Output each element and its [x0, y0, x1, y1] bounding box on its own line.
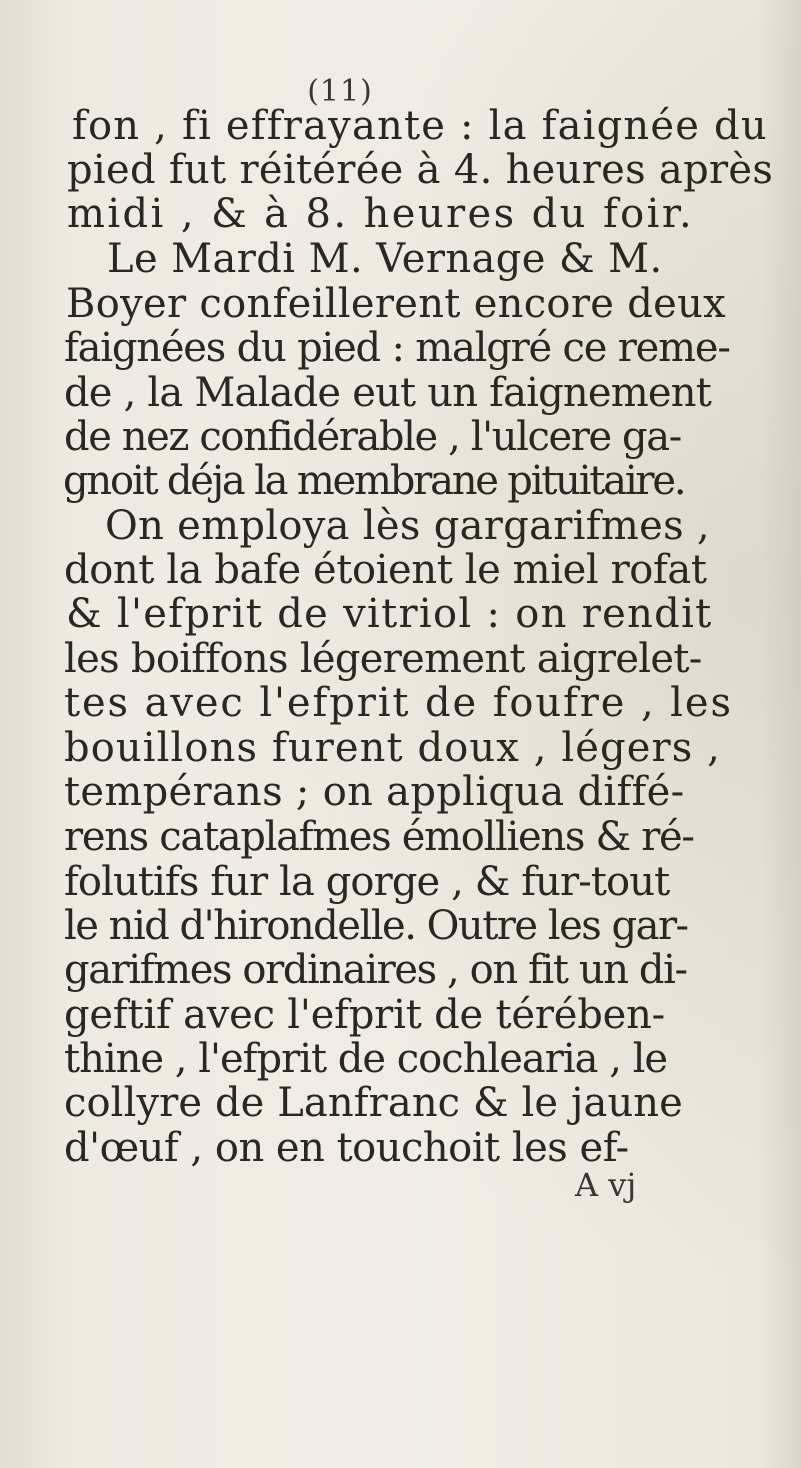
text-line-20: garifmes ordinaires , on fit un di-: [64, 947, 687, 993]
text-line-18: folutifs fur la gorge , & fur-tout: [64, 859, 670, 905]
text-line-23: collyre de Lanfranc & le jaune: [64, 1080, 683, 1126]
text-line-19: le nid d'hirondelle. Outre les gar-: [64, 903, 688, 949]
text-line-5: Boyer confeillerent encore deux: [66, 281, 727, 327]
text-line-1: fon , fi effrayante : la faignée du: [72, 103, 768, 149]
text-line-8: de nez confidérable , l'ulcere ga-: [64, 414, 681, 460]
page-number: (11): [307, 74, 373, 109]
text-line-12: & l'efprit de vitriol : on rendit: [66, 591, 713, 637]
text-line-7: de , la Malade eut un faignement: [64, 370, 711, 416]
text-line-10: On employa lès gargarifmes ,: [105, 503, 710, 549]
signature-mark: A vj: [575, 1166, 637, 1204]
text-line-4: Le Mardi M. Vernage & M.: [107, 236, 663, 282]
text-line-14: tes avec l'efprit de foufre , les: [64, 680, 733, 726]
text-line-15: bouillons furent doux , légers ,: [64, 725, 721, 771]
text-line-16: tempérans ; on appliqua diffé-: [64, 769, 685, 815]
text-line-11: dont la bafe étoient le miel rofat: [64, 547, 707, 593]
text-line-22: thine , l'efprit de cochlearia , le: [64, 1036, 668, 1082]
text-line-3: midi , & à 8. heures du foir.: [67, 191, 695, 237]
text-line-24: d'œuf , on en touchoit les ef-: [64, 1125, 629, 1171]
text-line-2: pied fut réitérée à 4. heures après: [67, 147, 774, 193]
text-line-17: rens cataplafmes émolliens & ré-: [64, 814, 694, 860]
text-line-13: les boiffons légerement aigrelet-: [64, 636, 702, 682]
text-line-21: geftif avec l'efprit de térében-: [64, 992, 665, 1038]
text-line-6: faignées du pied : malgré ce reme-: [64, 325, 730, 371]
text-line-9: gnoit déja la membrane pituitaire.: [63, 458, 685, 504]
